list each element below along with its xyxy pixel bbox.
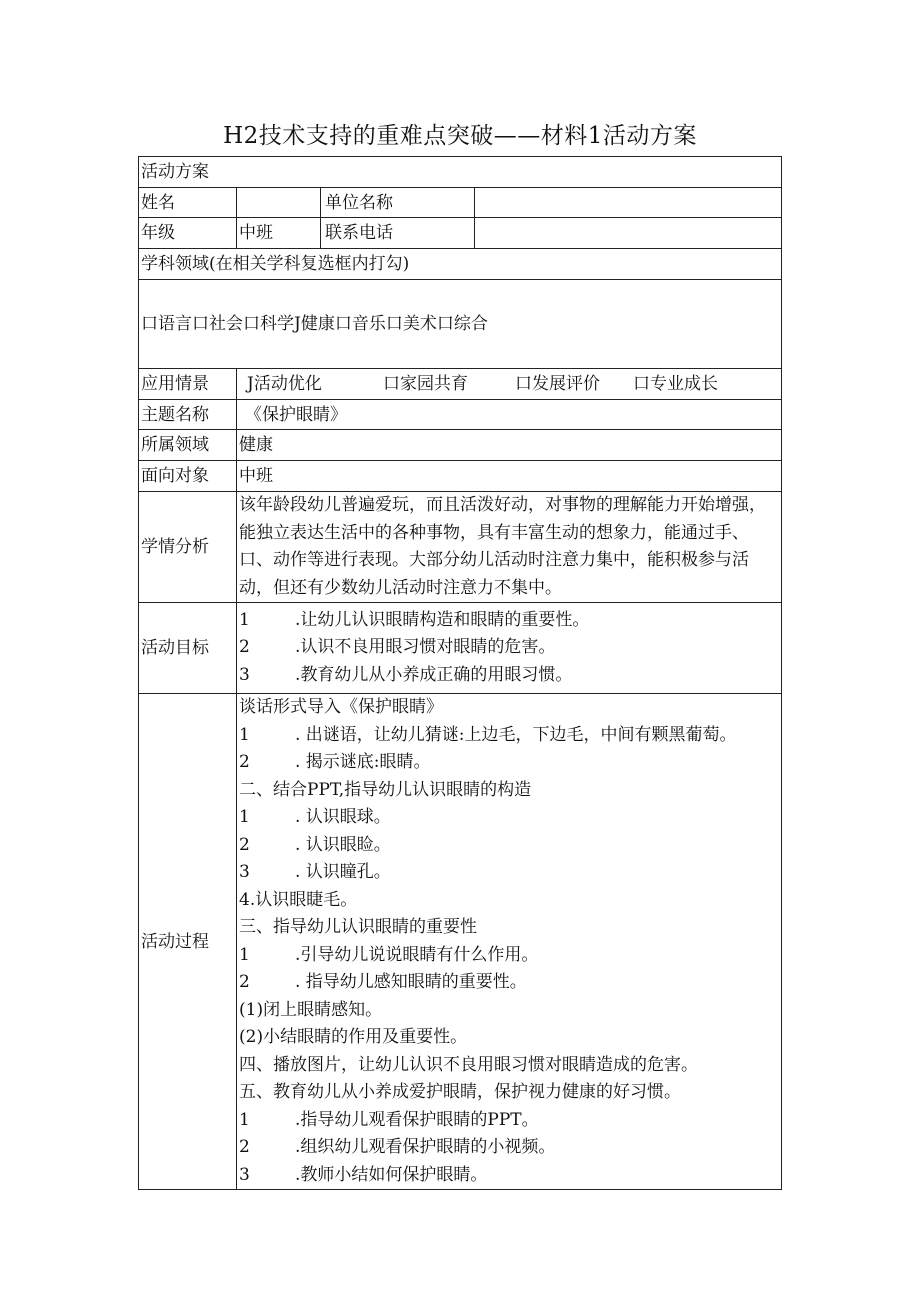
process-item: [239, 749, 779, 777]
process-text: (2)小结眼睛的作用及重要性。: [239, 1027, 468, 1047]
subject-options-row: [139, 280, 782, 369]
scenario-options: [237, 369, 782, 400]
process-text: . 认识眼球。: [295, 807, 391, 827]
process-number: 1: [239, 1109, 250, 1130]
goal-number: 1: [239, 609, 250, 630]
process-text: . 指导幼儿感知眼睛的重要性。: [295, 972, 527, 992]
process-text: 三、指导幼儿认识眼睛的重要性: [239, 917, 477, 937]
process-item: [239, 694, 779, 722]
scenario-option: 口家园共育: [383, 374, 468, 394]
domain-value: 健康: [237, 430, 782, 461]
process-item: [239, 1079, 779, 1107]
goal-text: .让幼儿认识眼睛构造和眼睛的重要性。: [295, 609, 590, 630]
subject-label: 学科领域(在相关学科复选框内打勾): [139, 249, 782, 280]
process-text: .引导幼儿说说眼睛有什么作用。: [295, 944, 539, 965]
process-number: 3: [239, 862, 250, 882]
process-number: 2: [239, 972, 250, 992]
scenario-option: J活动优化: [247, 374, 322, 394]
name-row: [139, 188, 782, 218]
process-item: [239, 777, 779, 805]
activity-plan-table: [138, 156, 782, 1190]
process-text: .教师小结如何保护眼睛。: [295, 1164, 488, 1185]
header-cell: 活动方案: [139, 157, 782, 188]
name-label: 姓名: [139, 188, 237, 218]
goal-number: 3: [239, 664, 250, 685]
scenario-row: [139, 369, 782, 400]
process-number: 1: [239, 724, 250, 745]
scenario-label: 应用情景: [139, 369, 237, 400]
process-text: . 出谜语，让幼儿猜谜:上边毛，下边毛，中间有颗黑葡萄。: [295, 724, 737, 745]
process-item: [239, 722, 779, 750]
process-item: [239, 1107, 779, 1135]
name-value: [237, 188, 321, 218]
process-number: 2: [239, 834, 250, 855]
theme-row: [139, 400, 782, 430]
process-number: 3: [239, 1164, 250, 1185]
process-item: [239, 969, 779, 997]
process-item: [239, 942, 779, 970]
process-item: [239, 804, 779, 832]
analysis-text: 该年龄段幼儿普遍爱玩，而且活泼好动，对事物的理解能力开始增强，能独立表达生活中的各种事物，具有丰富生动的想象力，能通过手、口、动作等进行表现。大部分幼儿活动时注意力集中，能积极参与活动，但还有少数幼儿活动时注意力不集中。: [237, 492, 782, 603]
domain-row: [139, 430, 782, 461]
process-text: .组织幼儿观看保护眼睛的小视频。: [295, 1137, 556, 1157]
unit-label: 单位名称: [321, 188, 475, 218]
grade-value: 中班: [237, 218, 321, 249]
process-text: 谈话形式导入《保护眼睛》: [239, 697, 443, 717]
domain-label: 所属领域: [139, 430, 237, 461]
goal-text: .认识不良用眼习惯对眼睛的危害。: [295, 637, 556, 658]
process-item: [239, 997, 779, 1025]
theme-value: 《保护眼睛》: [237, 400, 782, 430]
goal-item: [239, 662, 779, 690]
process-item: [239, 859, 779, 887]
process-label: 活动过程: [139, 694, 237, 1190]
goal-item: [239, 607, 779, 635]
process-item: [239, 914, 779, 942]
process-item: [239, 1024, 779, 1052]
phone-label: 联系电话: [321, 218, 475, 249]
process-text: (1)闭上眼睛感知。: [239, 999, 383, 1020]
page-title: H2技术支持的重难点突破——材料1活动方案: [223, 123, 697, 149]
process-item: [239, 1134, 779, 1162]
phone-value: [475, 218, 782, 249]
grade-row: [139, 218, 782, 249]
goal-text: .教育幼儿从小养成正确的用眼习惯。: [295, 664, 573, 685]
process-number: 1: [239, 944, 250, 965]
target-value: 中班: [237, 461, 782, 492]
process-text: 五、教育幼儿从小养成爱护眼睛，保护视力健康的好习惯。: [239, 1082, 681, 1102]
scenario-option: 口发展评价: [515, 374, 600, 394]
process-number: 2: [239, 752, 250, 772]
process-text: . 揭示谜底:眼睛。: [295, 752, 431, 772]
subject-options: 口语言口社会口科学J健康口音乐口美术口综合: [139, 280, 782, 369]
analysis-row: [139, 492, 782, 603]
process-text: . 认识眼睑。: [295, 834, 391, 855]
process-text: 四、播放图片，让幼儿认识不良用眼习惯对眼睛造成的危害。: [239, 1054, 698, 1075]
goal-item: [239, 634, 779, 662]
header-row: [139, 157, 782, 188]
analysis-label: 学情分析: [139, 492, 237, 603]
process-item: [239, 832, 779, 860]
theme-label: 主题名称: [139, 400, 237, 430]
process-text: 二、结合PPT,指导幼儿认识眼睛的构造: [239, 779, 532, 800]
process-text: 4.认识眼睫毛。: [239, 889, 358, 910]
goals-list: [237, 603, 782, 694]
grade-label: 年级: [139, 218, 237, 249]
process-item: [239, 1052, 779, 1080]
unit-value: [475, 188, 782, 218]
process-item: [239, 887, 779, 915]
target-row: [139, 461, 782, 492]
process-text: . 认识瞳孔。: [295, 862, 391, 882]
process-text: .指导幼儿观看保护眼睛的PPT。: [295, 1109, 539, 1130]
scenario-option: 口专业成长: [633, 374, 718, 394]
target-label: 面向对象: [139, 461, 237, 492]
subject-label-row: [139, 249, 782, 280]
process-list: [237, 694, 782, 1190]
process-number: 2: [239, 1137, 250, 1157]
process-item: [239, 1162, 779, 1190]
goal-number: 2: [239, 637, 250, 658]
process-number: 1: [239, 807, 250, 827]
goals-row: [139, 603, 782, 694]
goals-label: 活动目标: [139, 603, 237, 694]
process-row: [139, 694, 782, 1190]
